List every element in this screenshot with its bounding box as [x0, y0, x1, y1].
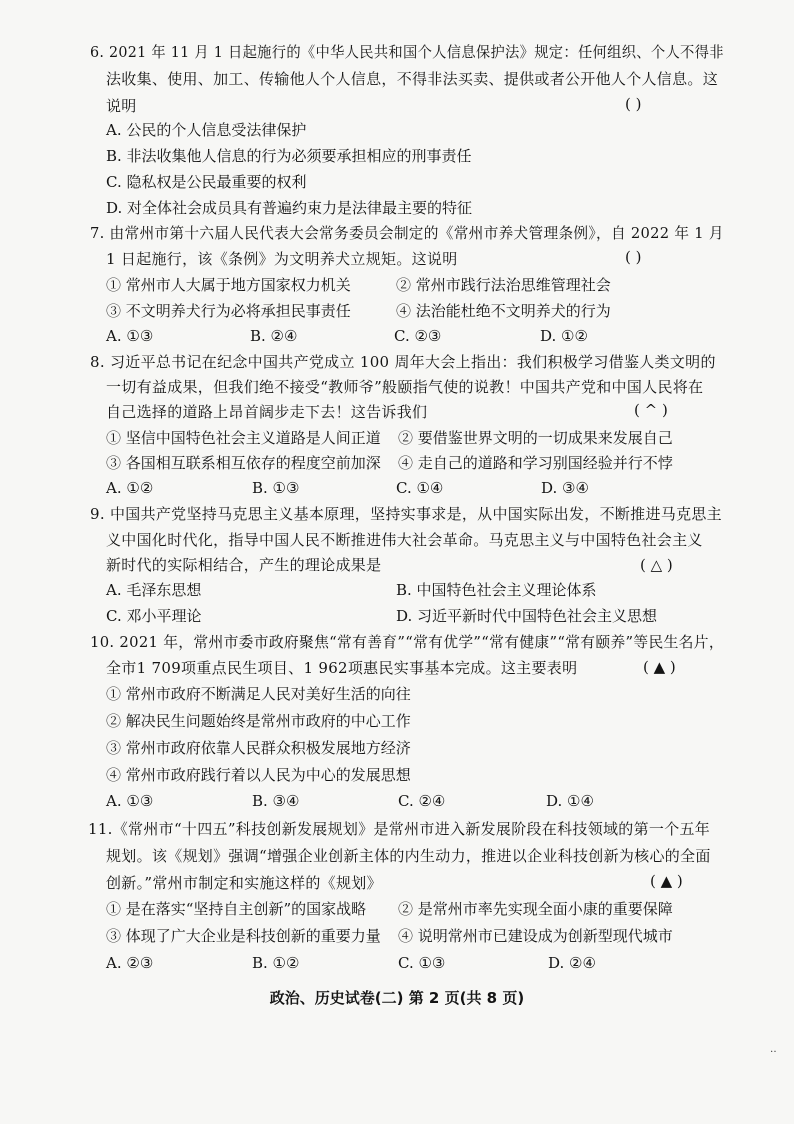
- statement-2: ② 解决民生问题始终是常州市政府的中心工作: [106, 712, 411, 730]
- option-b: B. ②④: [250, 327, 298, 345]
- statement-1: ① 坚信中国特色社会主义道路是人间正道: [106, 429, 381, 447]
- option-c: C. ①④: [396, 479, 444, 497]
- option-c: C. 邓小平理论: [106, 607, 202, 625]
- statement-2: ② 常州市践行法治思维管理社会: [396, 276, 611, 294]
- option-d: D. ①②: [540, 327, 588, 345]
- answer-bracket: ( ▲ ): [643, 658, 676, 676]
- question-text-line: 9. 中国共产党坚持马克思主义基本原理，坚持实事求是，从中国实际出发，不断推进马克思主: [90, 505, 722, 523]
- option-a: A. ①③: [106, 327, 154, 345]
- option-a: A. ①②: [106, 479, 154, 497]
- question-text-line: 全市1 709项重点民生项目、1 962项惠民实事基本完成。这主要表明: [106, 659, 578, 677]
- option-a: A. 公民的个人信息受法律保护: [106, 121, 307, 139]
- answer-bracket: ( ^ ): [634, 401, 668, 419]
- option-d: D. ①④: [546, 792, 594, 810]
- option-c: C. ②④: [398, 792, 446, 810]
- option-a: A. ②③: [106, 954, 154, 972]
- statement-3: ③ 各国相互联系相互依存的程度空前加深: [106, 454, 381, 472]
- statement-1: ① 常州市政府不断满足人民对美好生活的向往: [106, 685, 411, 703]
- option-d: D. 习近平新时代中国特色社会主义思想: [396, 607, 658, 625]
- question-text-line: 规划。该《规划》强调“增强企业创新主体的内生动力，推进以企业科技创新为核心的全面: [106, 847, 711, 865]
- option-a: A. ①③: [106, 792, 154, 810]
- question-text-line: 创新。”常州市制定和实施这样的《规划》: [106, 874, 382, 892]
- statement-1: ① 常州市人大属于地方国家权力机关: [106, 276, 351, 294]
- statement-4: ④ 说明常州市已建设成为创新型现代城市: [398, 927, 673, 945]
- question-text-line: 义中国化时代化，指导中国人民不断推进伟大社会革命。马克思主义与中国特色社会主义: [106, 531, 703, 549]
- statement-2: ② 是常州市率先实现全面小康的重要保障: [398, 900, 673, 918]
- question-text-line: 一切有益成果，但我们绝不接受“教师爷”般颐指气使的说教！中国共产党和中国人民将在: [106, 378, 704, 396]
- question-text-line: 8. 习近平总书记在纪念中国共产党成立 100 周年大会上指出：我们积极学习借鉴人类文明的: [90, 353, 716, 371]
- question-text-line: 新时代的实际相结合，产生的理论成果是: [106, 556, 382, 574]
- question-text-line: 1 日起施行，该《条例》为文明养犬立规矩。这说明: [106, 250, 458, 268]
- option-b: B. ①②: [252, 954, 300, 972]
- answer-bracket: ( ▲ ): [650, 872, 683, 890]
- statement-4: ④ 走自己的道路和学习别国经验并行不悖: [398, 454, 673, 472]
- answer-bracket: ( △ ): [640, 556, 673, 574]
- option-d: D. 对全体社会成员具有普遍约束力是法律最主要的特征: [106, 199, 473, 217]
- answer-bracket: ( ): [625, 95, 642, 113]
- option-b: B. ③④: [252, 792, 300, 810]
- question-text-line: 6. 2021 年 11 月 1 日起施行的《中华人民共和国个人信息保护法》规定：任何组织、个人不得非: [90, 43, 724, 61]
- question-text-line: 说明: [106, 97, 137, 115]
- statement-4: ④ 常州市政府践行着以人民为中心的发展思想: [106, 766, 411, 784]
- option-d: D. ③④: [541, 479, 589, 497]
- question-text-line: 7. 由常州市第十六届人民代表大会常务委员会制定的《常州市养犬管理条例》，自 2022 年 1 月: [90, 224, 724, 242]
- option-c: C. ①③: [398, 954, 446, 972]
- option-b: B. ①③: [252, 479, 300, 497]
- page-footer: 政治、历史试卷(二) 第 2 页(共 8 页): [269, 989, 525, 1007]
- statement-2: ② 要借鉴世界文明的一切成果来发展自己: [398, 429, 673, 447]
- option-b: B. 中国特色社会主义理论体系: [396, 581, 597, 599]
- statement-3: ③ 常州市政府依靠人民群众积极发展地方经济: [106, 739, 411, 757]
- option-c: C. 隐私权是公民最重要的权利: [106, 173, 307, 191]
- question-text-line: 法收集、使用、加工、传输他人个人信息，不得非法买卖、提供或者公开他人个人信息。这: [106, 70, 719, 88]
- statement-3: ③ 体现了广大企业是科技创新的重要力量: [106, 927, 381, 945]
- statement-4: ④ 法治能杜绝不文明养犬的行为: [396, 302, 611, 320]
- scan-speck: ‥: [770, 1044, 777, 1055]
- statement-1: ① 是在落实“坚持自主创新”的国家战略: [106, 900, 367, 918]
- option-d: D. ②④: [548, 954, 596, 972]
- option-c: C. ②③: [394, 327, 442, 345]
- question-text-line: 自己选择的道路上昂首阔步走下去！这告诉我们: [106, 403, 428, 421]
- question-text-line: 10. 2021 年，常州市委市政府聚焦“常有善育”“常有优学”“常有健康”“常有颐养”等民生名片，: [90, 633, 724, 651]
- question-text-line: 11.《常州市“十四五”科技创新发展规划》是常州市进入新发展阶段在科技领域的第一个五年: [88, 820, 711, 838]
- option-a: A. 毛泽东思想: [106, 581, 202, 599]
- statement-3: ③ 不文明养犬行为必将承担民事责任: [106, 302, 351, 320]
- option-b: B. 非法收集他人信息的行为必须要承担相应的刑事责任: [106, 147, 472, 165]
- answer-bracket: ( ): [625, 248, 642, 266]
